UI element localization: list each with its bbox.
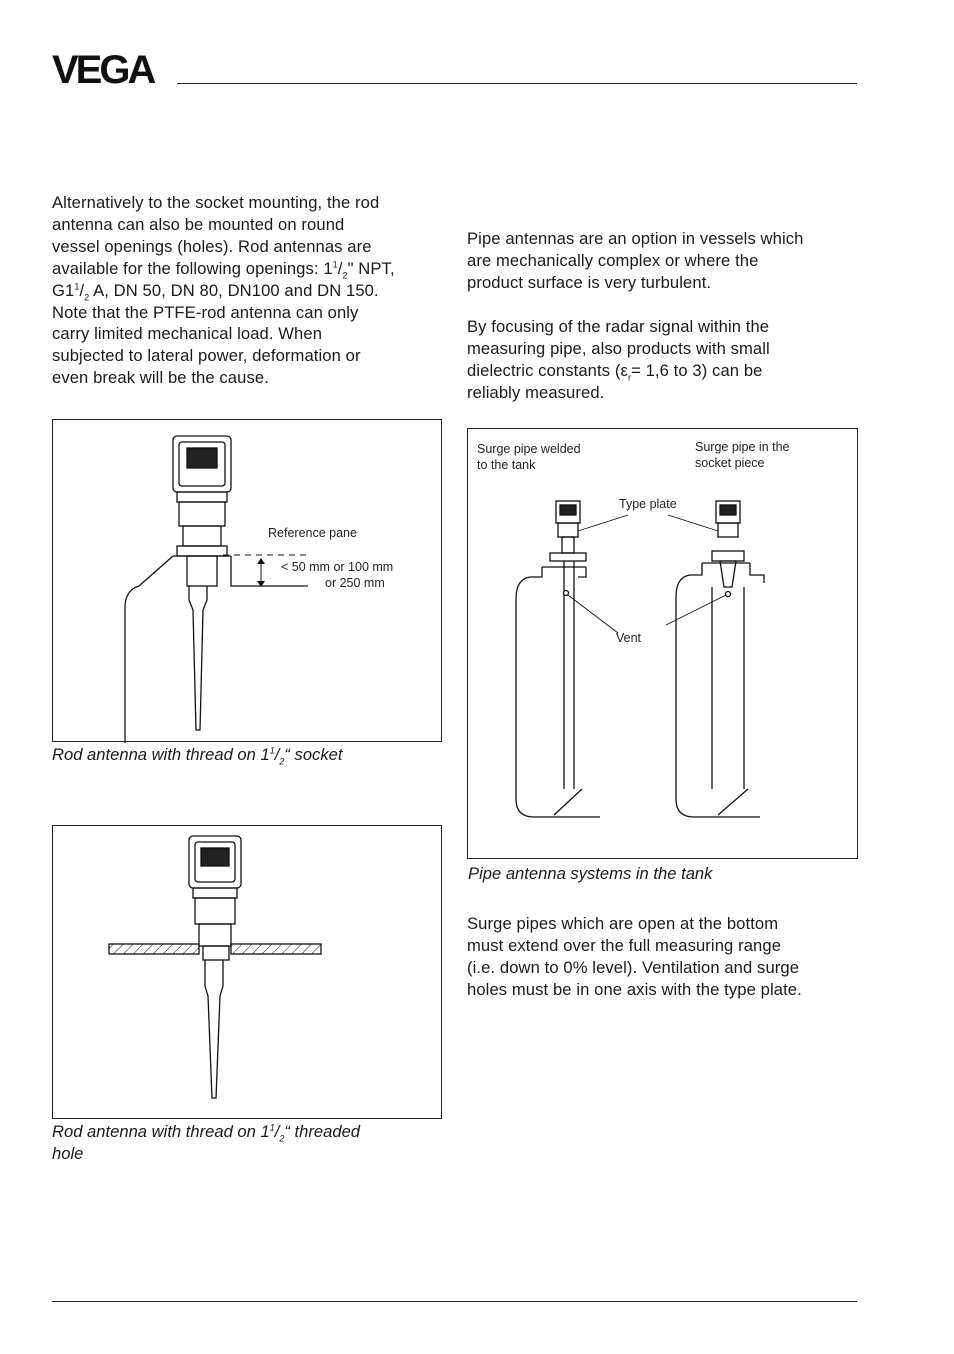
label-reference-pane: Reference pane bbox=[268, 526, 357, 540]
right-paragraph-2: By focusing of the radar signal within the measuring pipe, also products with small dielectric constants ($\varepsilon_r= 1,6$ to 3) can be reliably measured. bbox=[467, 317, 770, 402]
caption-rod-antenna-threaded-hole: Rod antenna with thread on $1^1/_2“$ threaded hole bbox=[52, 1122, 361, 1163]
svg-text:VEGA: VEGA bbox=[52, 52, 154, 86]
label-distance-2: or 250 mm bbox=[325, 576, 385, 590]
left-paragraph-1: Alternatively to the socket mounting, the rod antenna can also be mounted on round vessel openings (holes). Rod antennas are available for the following openings: $1^1/_2$" NPT, $G1^1/_2$ A, DN 50, DN 80, DN100 and DN 150. Note that the PTFE-rod antenna can only carry limited mechanical load. When subjected to lateral power, deformation or even break will be the cause. bbox=[52, 193, 395, 388]
figure-pipe-antenna-systems bbox=[467, 428, 858, 859]
caption-rod-antenna-socket: Rod antenna with thread on $1^1/_2“$ socket bbox=[52, 745, 343, 767]
label-surge-pipe-socket: Surge pipe in the socket piece bbox=[695, 440, 790, 470]
label-vent: Vent bbox=[616, 631, 642, 645]
label-distance-1: < 50 mm or 100 mm bbox=[281, 560, 394, 574]
vega-logo bbox=[52, 52, 168, 86]
figure-rod-antenna-socket bbox=[52, 419, 442, 742]
header-rule bbox=[177, 83, 857, 84]
caption-pipe-antenna-systems: Pipe antenna systems in the tank bbox=[468, 864, 713, 883]
right-paragraph-3: Surge pipes which are open at the bottom must extend over the full measuring range (i.e. down to 0% level). Ventilation and surge holes must be in one axis with the type plate. bbox=[467, 914, 802, 999]
footer-rule bbox=[52, 1301, 857, 1302]
label-type-plate: Type plate bbox=[619, 497, 677, 511]
figure-rod-antenna-threaded-hole bbox=[52, 825, 442, 1119]
right-paragraph-1: Pipe antennas are an option in vessels which are mechanically complex or where the product surface is very turbulent. bbox=[467, 229, 804, 292]
label-surge-pipe-welded: Surge pipe welded to the tank bbox=[477, 442, 581, 472]
